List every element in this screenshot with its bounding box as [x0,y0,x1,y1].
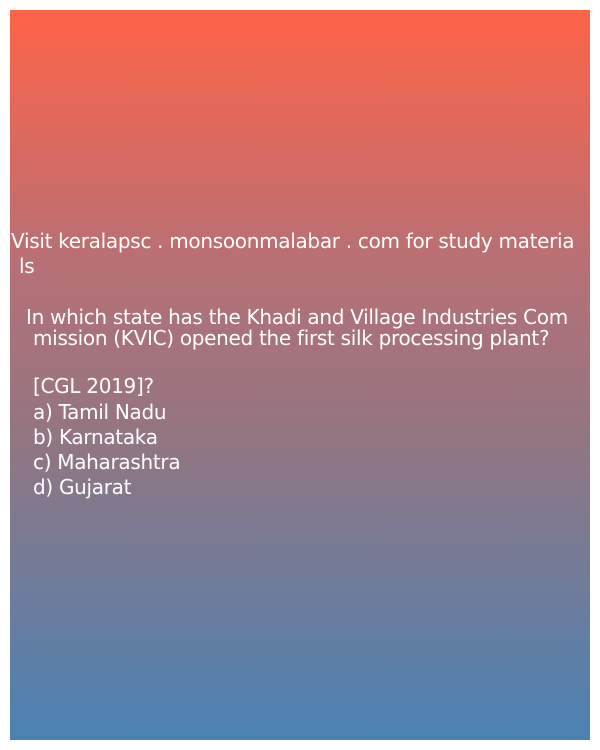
exam-tag: [CGL 2019]? [33,374,154,398]
option-d: d) Gujarat [33,475,132,499]
question-text-line-1: In which state has the Khadi and Village Industries Com [26,305,568,329]
visit-text-line-1: Visit keralapsc . monsoonmalabar . com for study materia [11,229,575,253]
option-b: b) Karnataka [33,425,158,449]
question-text-line-2: mission (KVIC) opened the first silk processing plant? [33,326,550,350]
question-card [10,10,590,740]
visit-text-line-2: ls [19,254,35,278]
option-a: a) Tamil Nadu [33,400,167,424]
option-c: c) Maharashtra [33,450,181,474]
